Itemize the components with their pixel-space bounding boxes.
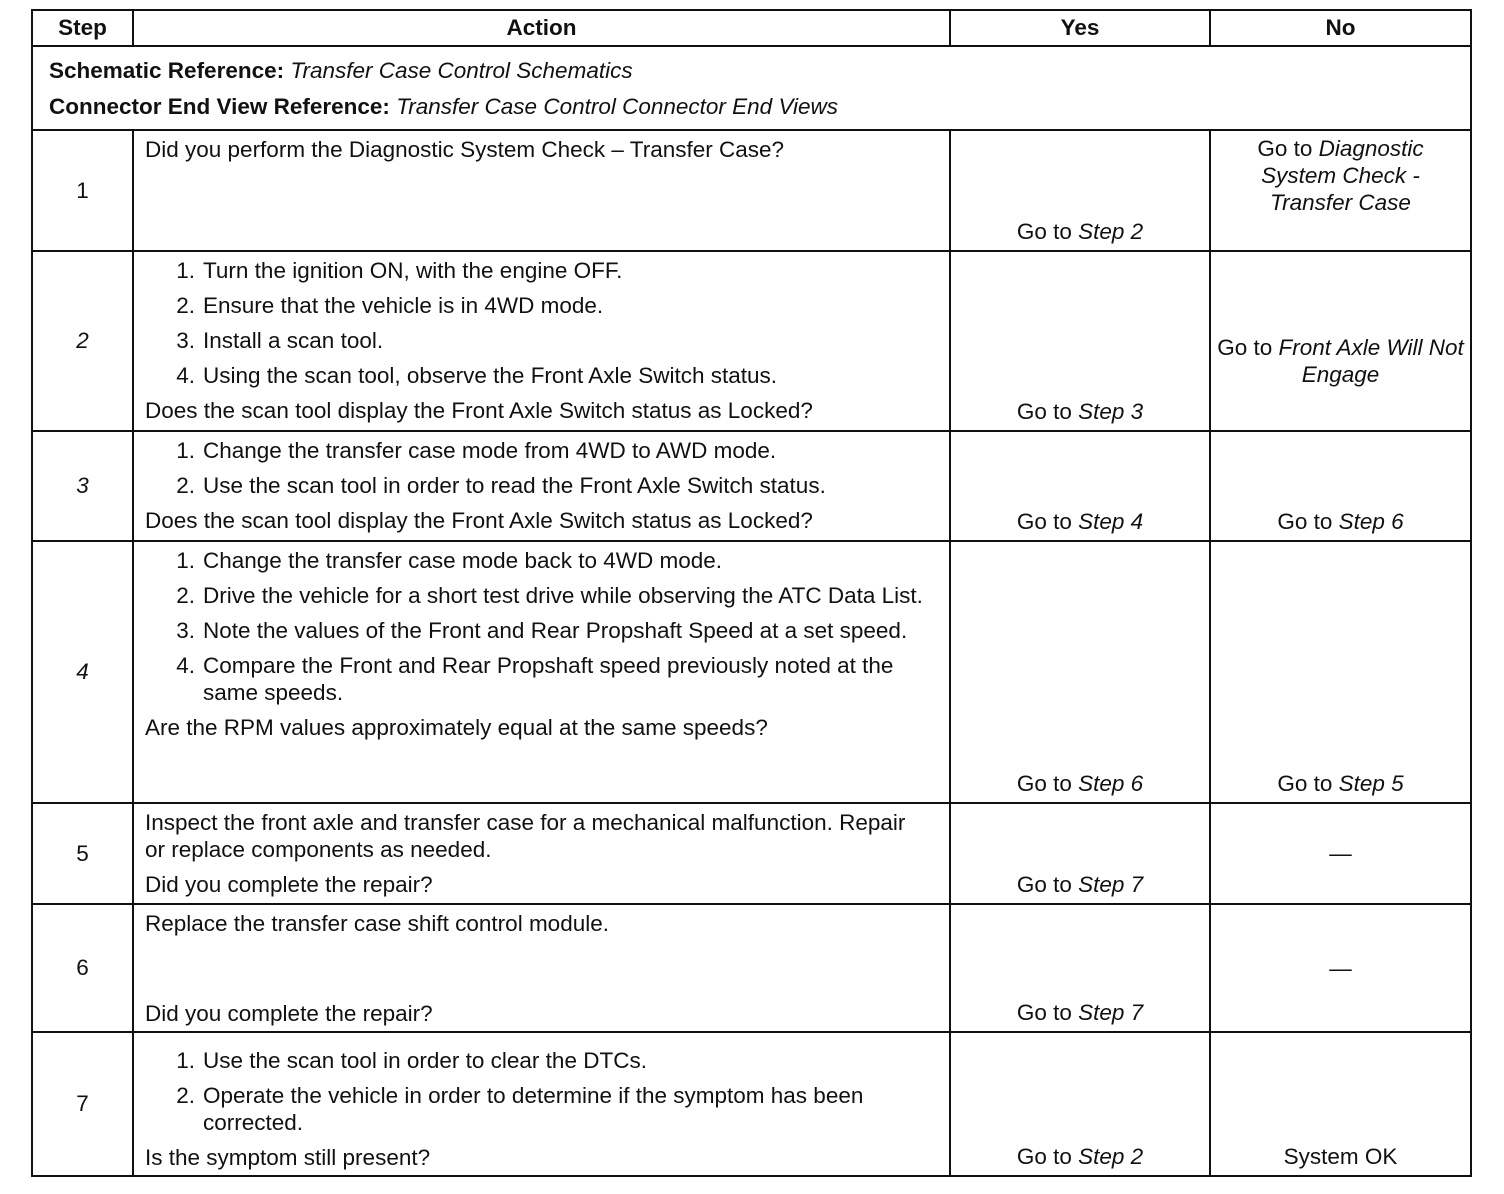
yes-step-link[interactable]: Step 2 — [1078, 1144, 1144, 1169]
list-item: 2. Operate the vehicle in order to determine if the symptom has been corrected. — [176, 1083, 864, 1135]
step-question: Did you complete the repair? — [145, 1001, 433, 1026]
no-cell: Go to Diagnostic System Check - Transfer Case — [1210, 130, 1471, 251]
instruction-list — [145, 257, 931, 389]
step-intro: Replace the transfer case shift control module. — [145, 911, 609, 936]
no-cell: Go to Step 6 — [1210, 431, 1471, 541]
yes-cell: Go to Step 3 — [950, 251, 1210, 431]
header-row — [32, 10, 1471, 46]
no-step-link[interactable]: Front Axle Will Not Engage — [1278, 335, 1464, 387]
step-number: 4 — [32, 541, 133, 803]
step-number: 6 — [32, 904, 133, 1032]
step-number: 2 — [32, 251, 133, 431]
step-question: Does the scan tool display the Front Axle Switch status as Locked? — [145, 398, 813, 423]
step-question: Did you complete the repair? — [145, 872, 433, 897]
yes-cell: Go to Step 2 — [950, 1032, 1210, 1176]
list-item: 4. Using the scan tool, observe the Front Axle Switch status. — [176, 363, 778, 388]
schematic-reference-link[interactable]: Transfer Case Control Schematics — [290, 58, 633, 83]
step-number: 5 — [32, 803, 133, 904]
step-number: 7 — [32, 1032, 133, 1176]
list-item: 3. Note the values of the Front and Rear Propshaft Speed at a set speed. — [176, 618, 908, 643]
connector-reference-link[interactable]: Transfer Case Control Connector End Views — [396, 94, 839, 119]
table-row — [32, 1032, 1471, 1176]
step-question: Are the RPM values approximately equal at the same speeds? — [145, 715, 768, 740]
no-cell — [1210, 1032, 1471, 1176]
no-cell — [1210, 803, 1471, 904]
yes-cell: Go to Step 7 — [950, 904, 1210, 1032]
step-question: Is the symptom still present? — [145, 1145, 431, 1170]
instruction-list — [145, 547, 931, 706]
no-dash: — — [1329, 841, 1352, 866]
yes-step-link[interactable]: Step 6 — [1078, 771, 1144, 796]
references-row — [32, 46, 1471, 130]
yes-step-link[interactable]: Step 7 — [1078, 872, 1144, 897]
yes-cell: Go to Step 6 — [950, 541, 1210, 803]
list-item: 3. Install a scan tool. — [176, 328, 384, 353]
yes-step-link[interactable]: Step 4 — [1078, 509, 1144, 534]
yes-step-link[interactable]: Step 2 — [1078, 219, 1144, 244]
list-item: 1. Use the scan tool in order to clear the DTCs. — [176, 1048, 647, 1073]
action-cell — [133, 1032, 950, 1176]
table-row — [32, 541, 1471, 803]
step-number: 3 — [32, 431, 133, 541]
yes-cell: Go to Step 4 — [950, 431, 1210, 541]
header-step: Step — [32, 10, 133, 46]
no-cell: Go to Step 5 — [1210, 541, 1471, 803]
references-cell — [32, 46, 1471, 130]
action-cell — [133, 251, 950, 431]
yes-cell: Go to Step 2 — [950, 130, 1210, 251]
list-item: 2. Drive the vehicle for a short test drive while observing the ATC Data List. — [176, 583, 923, 608]
list-item: 2. Ensure that the vehicle is in 4WD mode. — [176, 293, 604, 318]
action-cell — [133, 541, 950, 803]
yes-step-link[interactable]: Step 7 — [1078, 1000, 1144, 1025]
connector-reference — [49, 89, 1470, 125]
table-row — [32, 251, 1471, 431]
step-question: Did you perform the Diagnostic System Check – Transfer Case? — [145, 137, 785, 162]
table-row — [32, 130, 1471, 251]
system-ok-text: System OK — [1283, 1144, 1398, 1169]
header-yes: Yes — [950, 10, 1210, 46]
no-step-link[interactable]: Step 6 — [1338, 509, 1404, 534]
list-item: 2. Use the scan tool in order to read the Front Axle Switch status. — [176, 473, 826, 498]
schematic-reference — [49, 53, 1470, 89]
table-row — [32, 904, 1471, 1032]
diagnostic-table — [31, 9, 1472, 1177]
action-cell — [133, 803, 950, 904]
instruction-list — [145, 437, 931, 499]
list-item: 1. Change the transfer case mode back to 4WD mode. — [176, 548, 723, 573]
action-cell — [133, 130, 950, 251]
yes-cell: Go to Step 7 — [950, 803, 1210, 904]
action-cell — [133, 431, 950, 541]
no-step-link[interactable]: Step 5 — [1338, 771, 1404, 796]
step-number: 1 — [32, 130, 133, 251]
instruction-list — [145, 1047, 931, 1136]
list-item: 4. Compare the Front and Rear Propshaft speed previously noted at the same speeds. — [176, 653, 894, 705]
list-item: 1. Change the transfer case mode from 4WD to AWD mode. — [176, 438, 777, 463]
no-step-link[interactable]: Diagnostic System Check - Transfer Case — [1261, 136, 1424, 215]
table-row — [32, 803, 1471, 904]
list-item: 1. Turn the ignition ON, with the engine OFF. — [176, 258, 623, 283]
no-dash: — — [1329, 955, 1352, 981]
no-cell: Go to Front Axle Will Not Engage — [1210, 251, 1471, 431]
schematic-reference-label: Schematic Reference: — [49, 58, 285, 83]
step-question: Does the scan tool display the Front Axle Switch status as Locked? — [145, 508, 813, 533]
connector-reference-label: Connector End View Reference: — [49, 94, 390, 119]
table-row — [32, 431, 1471, 541]
header-action: Action — [133, 10, 950, 46]
yes-step-link[interactable]: Step 3 — [1078, 399, 1144, 424]
header-no: No — [1210, 10, 1471, 46]
no-cell — [1210, 904, 1471, 1032]
action-cell — [133, 904, 950, 1032]
step-intro: Inspect the front axle and transfer case for a mechanical malfunction. Repair or replace components as needed. — [145, 810, 906, 862]
